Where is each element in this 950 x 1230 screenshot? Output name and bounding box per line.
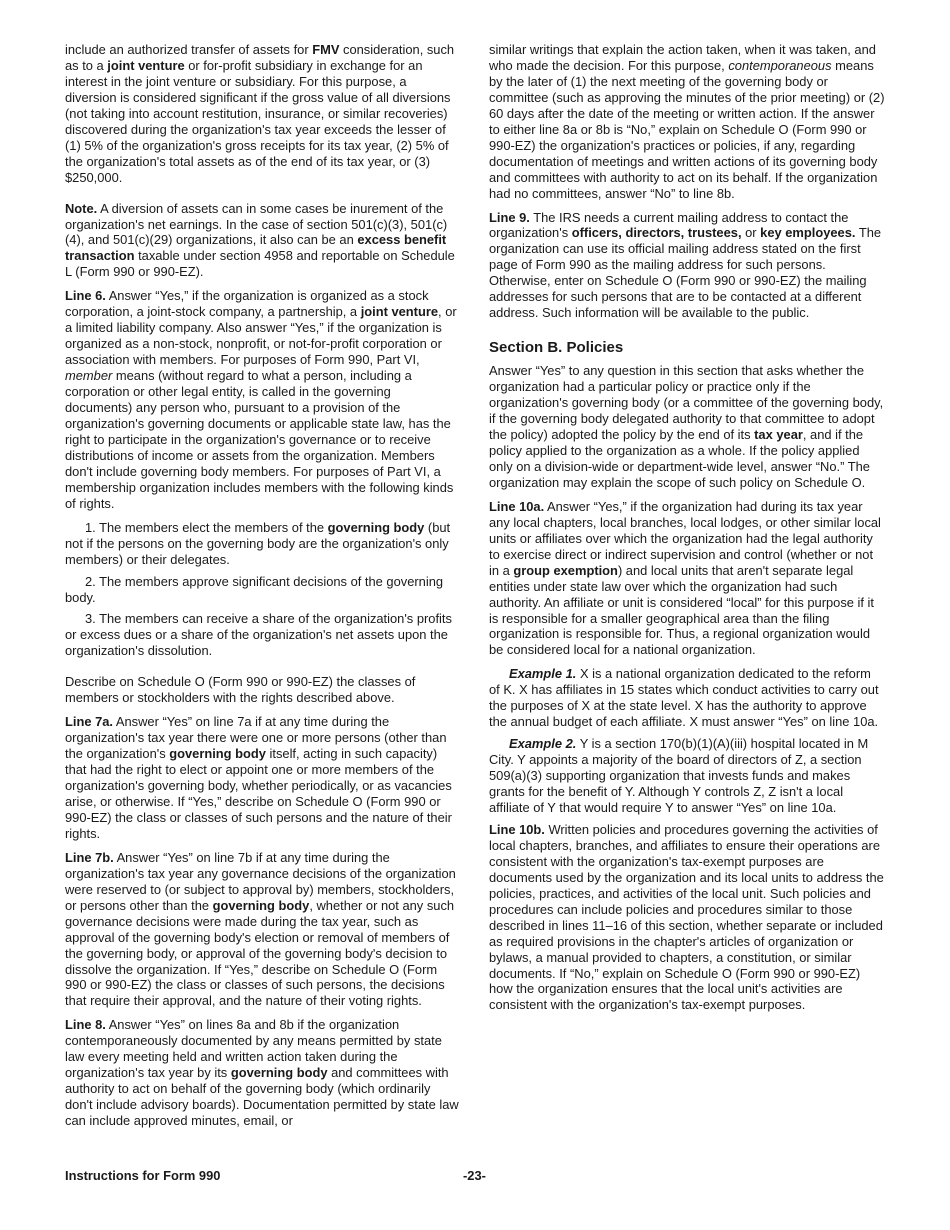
paragraph-line-10a [489, 499, 885, 659]
paragraph-line-8 [65, 1017, 461, 1129]
term-joint-venture: joint venture [360, 304, 439, 320]
list-item-1 [65, 520, 461, 568]
text: means (without regard to what a person, including a corporation or other legal entity, is called in the governing documents) any person who, pursuant to a provision of the organization's governing documents or applicable state law, has the right to participate in the organization's governance or to receive distributions of income or assets from the organization. Members don't include governing body members. For purposes of Part VI, a membership organization includes members with the following kinds of rights. [65, 368, 454, 511]
right-column [489, 42, 885, 1021]
line-7b-heading: Line 7b. [65, 849, 114, 865]
line-10b-heading: Line 10b. [489, 821, 545, 837]
text: Answer “Yes,” if the organization had during its tax year any local chapters, local branches, local lodges, or other similar local units or affiliates over which the organization had the legal authority to exercise direct or indirect supervision and control (whether or not in a [489, 498, 881, 578]
paragraph-example-1 [489, 666, 885, 730]
term-key-employees: key employees. [760, 225, 856, 241]
term-governing-body: governing body [212, 897, 310, 913]
text: itself, acting in such capacity) that had the right to elect or appoint one or more members of the organization's governing body, whether periodically, or as vacancies arise, or otherwise. If “Yes,” describe on Schedule O (Form 990 or 990-EZ) the class or classes of such persons and the nature of their rights. [65, 746, 452, 841]
page-number: -23- [463, 1168, 486, 1183]
text: or for-profit subsidiary in exchange for an interest in the joint venture or subsidiary. For this purpose, a diversion is considered significant if the gross value of all diversions (not taking into account restitution, insurance, or similar recoveries) discovered during the organization's tax year exceeds the lesser of (1) 5% of the organization's gross receipts for its tax year, (2) 5% of the organization's total assets as of the end of its tax year, or (3) $250,000. [65, 57, 451, 185]
text: The IRS needs a current mailing address to contact the organization's [489, 209, 849, 241]
paragraph-line-8-continued [489, 42, 885, 202]
text: , or a limited liability company. Also answer “Yes,” if the organization is organized as a non-stock, nonprofit, or not-for-profit corporation or association with members. For purposes of Form 990, Part VI, [65, 304, 457, 368]
paragraph-line-9 [489, 210, 885, 322]
text: X is a national organization dedicated to the reform of K. X has affiliates in 15 states which conduct activities to carry out the purposes of X at the state level. X has the authority to approve the annual budget of each affiliate. X must answer “Yes” on line 10a. [489, 666, 879, 730]
list-item-3: 3. The members can receive a share of the organization's profits or excess dues or a share of the organization's net assets upon the organization's dissolution. [65, 611, 452, 659]
paragraph-describe: Describe on Schedule O (Form 990 or 990-EZ) the classes of members or stockholders with the rights described above. [65, 674, 416, 706]
text: or [741, 225, 761, 241]
line-10a-heading: Line 10a. [489, 498, 545, 514]
term-governing-body: governing body [230, 1065, 328, 1081]
paragraph-line-7b [65, 850, 461, 1010]
line-9-heading: Line 9. [489, 209, 530, 225]
term-contemporaneous: contemporaneous [728, 57, 832, 73]
text: and committees with authority to act on behalf of the governing body (which ordinarily don't include advisory boards). Documentation permitted by state law can include approved minutes, email, or [65, 1065, 459, 1129]
list-item-2: 2. The members approve significant decisions of the governing body. [65, 573, 444, 605]
text: , whether or not any such governance decisions were made during the tax year, such as approval of the governing body's election or removal of members of the governing body, or approval of the governing body's decision to dissolve the organization. If “Yes,” describe on Schedule O (Form 990 or 990-EZ) the class or classes of such persons, the decisions that require their approval, and the nature of their voting rights. [65, 897, 455, 1009]
text: , and if the policy applied to the organization as a whole. If the policy applied only on a division-wide or department-wide level, answer “No.” The organization may explain the scope of such policy on Schedule O. [489, 427, 870, 490]
footer-title: Instructions for Form 990 [65, 1168, 221, 1183]
term-member: member [65, 368, 113, 384]
note-heading: Note. [65, 200, 98, 216]
line-8-heading: Line 8. [65, 1017, 106, 1033]
example-2-heading: Example 2. [509, 736, 577, 752]
text: Answer “Yes” on line 7b if at any time during the organization's tax year any governance decisions of the organization were reserved to (or subject to approval by) members, stockholders, or persons other than the [65, 849, 456, 913]
text: (but not if the persons on the governing body are the organization's only members) or their delegates. [65, 519, 451, 567]
line-7a-heading: Line 7a. [65, 714, 114, 730]
paragraph-line-10b [489, 822, 885, 1013]
term-governing-body: governing body [169, 746, 266, 762]
text: Answer “Yes” on lines 8a and 8b if the organization contemporaneously documented by any means permitted by state law every meeting held and written action taken during the organization's tax year by its [65, 1017, 442, 1081]
paragraph-line-7a [65, 714, 461, 842]
text: consideration, such as to a [65, 42, 455, 73]
section-b-heading: Section B. Policies [489, 339, 624, 357]
text: Answer “Yes” to any question in this section that asks whether the organization had a particular policy or practice only if the organization's governing body (or a committee of the governing body, if the governing body delegated authority to that committee to adopt the policy) adopted the policy by the end of its [489, 363, 884, 443]
text: The organization can use its official mailing address stated on the first page of Form 990 as the mailing address for such persons. Otherwise, enter on Schedule O (Form 990 or 990-EZ) the mailing addresses for such persons that are to be contacted at a different address. Such information will be available to the public. [489, 225, 882, 321]
text: similar writings that explain the action taken, when it was taken, and who made the decision. For this purpose, [489, 42, 876, 73]
line-6-heading: Line 6. [65, 288, 106, 304]
text: A diversion of assets can in some cases be inurement of the organization's net earnings. In the case of section 501(c)(3), 501(c)(4), and 501(c)(29) organizations, it also can be an [65, 200, 448, 248]
text: Y is a section 170(b)(1)(A)(iii) hospital located in M City. Y appoints a majority of the board of directors of Z, a section 509(a)(3) supporting organization that invests funds and makes grants for the benefit of Y. Although Y controls Z, Z isn't a local affiliate of Y that would require Y to answer “Yes” on line 10a. [489, 736, 869, 815]
paragraph-note [65, 201, 461, 281]
paragraph-section-b [489, 363, 885, 491]
text: ) and local units that aren't separate legal entities under state law over which the organization had such authority. An affiliate or unit is considered “local” for this purpose if it is responsible for a smaller geographical area than the filing organization is responsible for. Thus, a regional organization would be considered local for a national organization. [489, 562, 874, 658]
term-excess-benefit-transaction: excess benefit transaction [65, 232, 447, 264]
text: means by the later of (1) the next meeting of the governing body or committee (such as approving the minutes of the prior meeting) or (2) 60 days after the date of the meeting or written action. If the answer to either line 8a or 8b is “No,” explain on Schedule O (Form 990 or 990-EZ) the organization's practices or policies, if any, regarding documentation of meetings and written actions of its governing body and committees with authority to act on its behalf. If the organization had no committees, answer “No” to line 8b. [489, 57, 885, 201]
example-1-heading: Example 1. [509, 666, 577, 682]
term-officers-directors-trustees: officers, directors, trustees, [571, 225, 742, 241]
text: 1. The members elect the members of the [85, 519, 328, 535]
term-governing-body: governing body [327, 519, 425, 535]
left-column [65, 42, 461, 1137]
paragraph-example-2 [489, 736, 885, 816]
text: Answer “Yes” on line 7a if at any time during the organization's tax year there were one or more persons (other than the organization's [65, 714, 447, 762]
term-tax-year: tax year [754, 427, 803, 443]
text: Answer “Yes,” if the organization is organized as a stock corporation, a joint-stock company, a partnership, a [65, 288, 429, 320]
term-joint-venture: joint venture [107, 57, 185, 73]
text: include an authorized transfer of assets for [65, 42, 313, 57]
paragraph-line-6 [65, 288, 461, 511]
text: taxable under section 4958 and reportable on Schedule L (Form 990 or 990-EZ). [65, 248, 455, 280]
term-fmv: FMV [312, 42, 340, 57]
term-group-exemption: group exemption [513, 562, 618, 578]
paragraph-diversion-continued [65, 42, 461, 186]
text: Written policies and procedures governing the activities of local chapters, branches, and affiliates to ensure their operations are consistent with the organization's tax-exempt purposes are documents used by the organization and its local units to address the policies, practices, and activities of the local unit. Such policies and procedures can include policies and procedures similar to those described in lines 11–16 of this section, whether separate or included as required provisions in the chapter's articles of organization or bylaws, a manual provided to chapters, a constitution, or similar documents. If “No,” explain on Schedule O (Form 990 or 990-EZ) how the organization ensures that the local unit's activities are consistent with the organization's tax-exempt purposes. [489, 821, 884, 1013]
